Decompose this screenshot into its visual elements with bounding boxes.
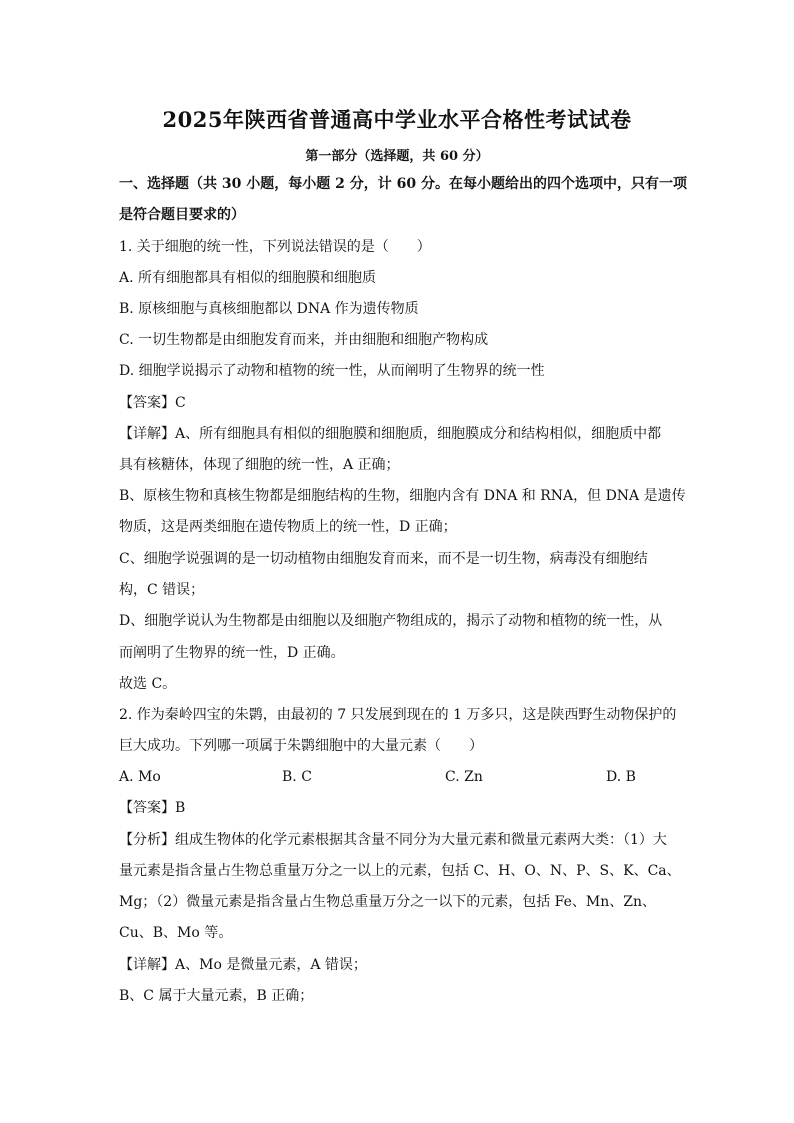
q2-option-a: A. Mo <box>119 769 161 785</box>
q1-option-d: D. 细胞学说揭示了动物和植物的统一性，从而阐明了生物界的统一性 <box>119 363 545 379</box>
q2-stem-line2: 巨大成功。下列哪一项属于朱鹮细胞中的大量元素（ ） <box>119 738 483 754</box>
q2-detail-line: 【详解】A、Mo 是微量元素，A 错误； <box>119 957 367 973</box>
q1-detail-line: D、细胞学说认为生物都是由细胞以及细胞产物组成的，揭示了动物和植物的统一性，从 <box>119 613 663 629</box>
q1-stem: 1. 关于细胞的统一性，下列说法错误的是（ ） <box>119 239 431 255</box>
section-instruction-line1: 一、选择题（共 30 小题，每小题 2 分，计 60 分。在每小题给出的四个选项中，只有一项 <box>119 176 687 192</box>
q1-detail-line: B、原核生物和真核生物都是细胞结构的生物，细胞内含有 DNA 和 RNA，但 DNA 是遗传 <box>119 488 686 504</box>
section-instruction-line2: 是符合题目要求的） <box>119 207 245 223</box>
exam-title: 2025年陕西省普通高中学业水平合格性考试试卷 <box>162 107 632 132</box>
q1-detail-line: 物质，这是两类细胞在遗传物质上的统一性，D 正确； <box>119 519 457 535</box>
q2-detail-line: B、C 属于大量元素，B 正确； <box>119 988 314 1004</box>
q1-detail-line: 构，C 错误； <box>119 582 205 598</box>
q2-analysis-line: Cu、B、Mo 等。 <box>119 925 233 941</box>
q2-analysis-line: 量元素是指含量占生物总重量万分之一以上的元素，包括 C、H、O、N、P、S、K、Ca、 <box>119 863 681 879</box>
q1-detail-line: 【详解】A、所有细胞具有相似的细胞膜和细胞质，细胞膜成分和结构相似，细胞质中都 <box>119 426 662 442</box>
q2-answer: 【答案】B <box>119 800 186 816</box>
q1-answer: 【答案】C <box>119 395 186 411</box>
q2-option-b: B. C <box>282 769 312 785</box>
q1-detail-line: 具有核糖体，体现了细胞的统一性，A 正确； <box>119 457 400 473</box>
q1-detail-line: 而阐明了生物界的统一性，D 正确。 <box>119 645 345 661</box>
q1-option-a: A. 所有细胞都具有相似的细胞膜和细胞质 <box>119 270 377 286</box>
q2-option-d: D. B <box>606 769 636 785</box>
part-subtitle: 第一部分（选择题，共 60 分） <box>305 149 489 164</box>
q2-analysis-line: 【分析】组成生物体的化学元素根据其含量不同分为大量元素和微量元素两大类：（1）大 <box>119 832 667 848</box>
q2-analysis-line: Mg；（2）微量元素是指含量占生物总重量万分之一以下的元素，包括 Fe、Mn、Zn、 <box>119 894 656 910</box>
q1-option-c: C. 一切生物都是由细胞发育而来，并由细胞和细胞产物构成 <box>119 332 489 348</box>
q1-option-b: B. 原核细胞与真核细胞都以 DNA 作为遗传物质 <box>119 301 419 317</box>
q1-conclusion: 故选 C。 <box>119 676 177 692</box>
q1-detail-line: C、细胞学说强调的是一切动植物由细胞发育而来，而不是一切生物，病毒没有细胞结 <box>119 551 648 567</box>
q2-stem-line1: 2. 作为秦岭四宝的朱鹮，由最初的 7 只发展到现在的 1 万多只，这是陕西野生动物保护的 <box>119 707 677 723</box>
q2-option-c: C. Zn <box>445 769 483 785</box>
